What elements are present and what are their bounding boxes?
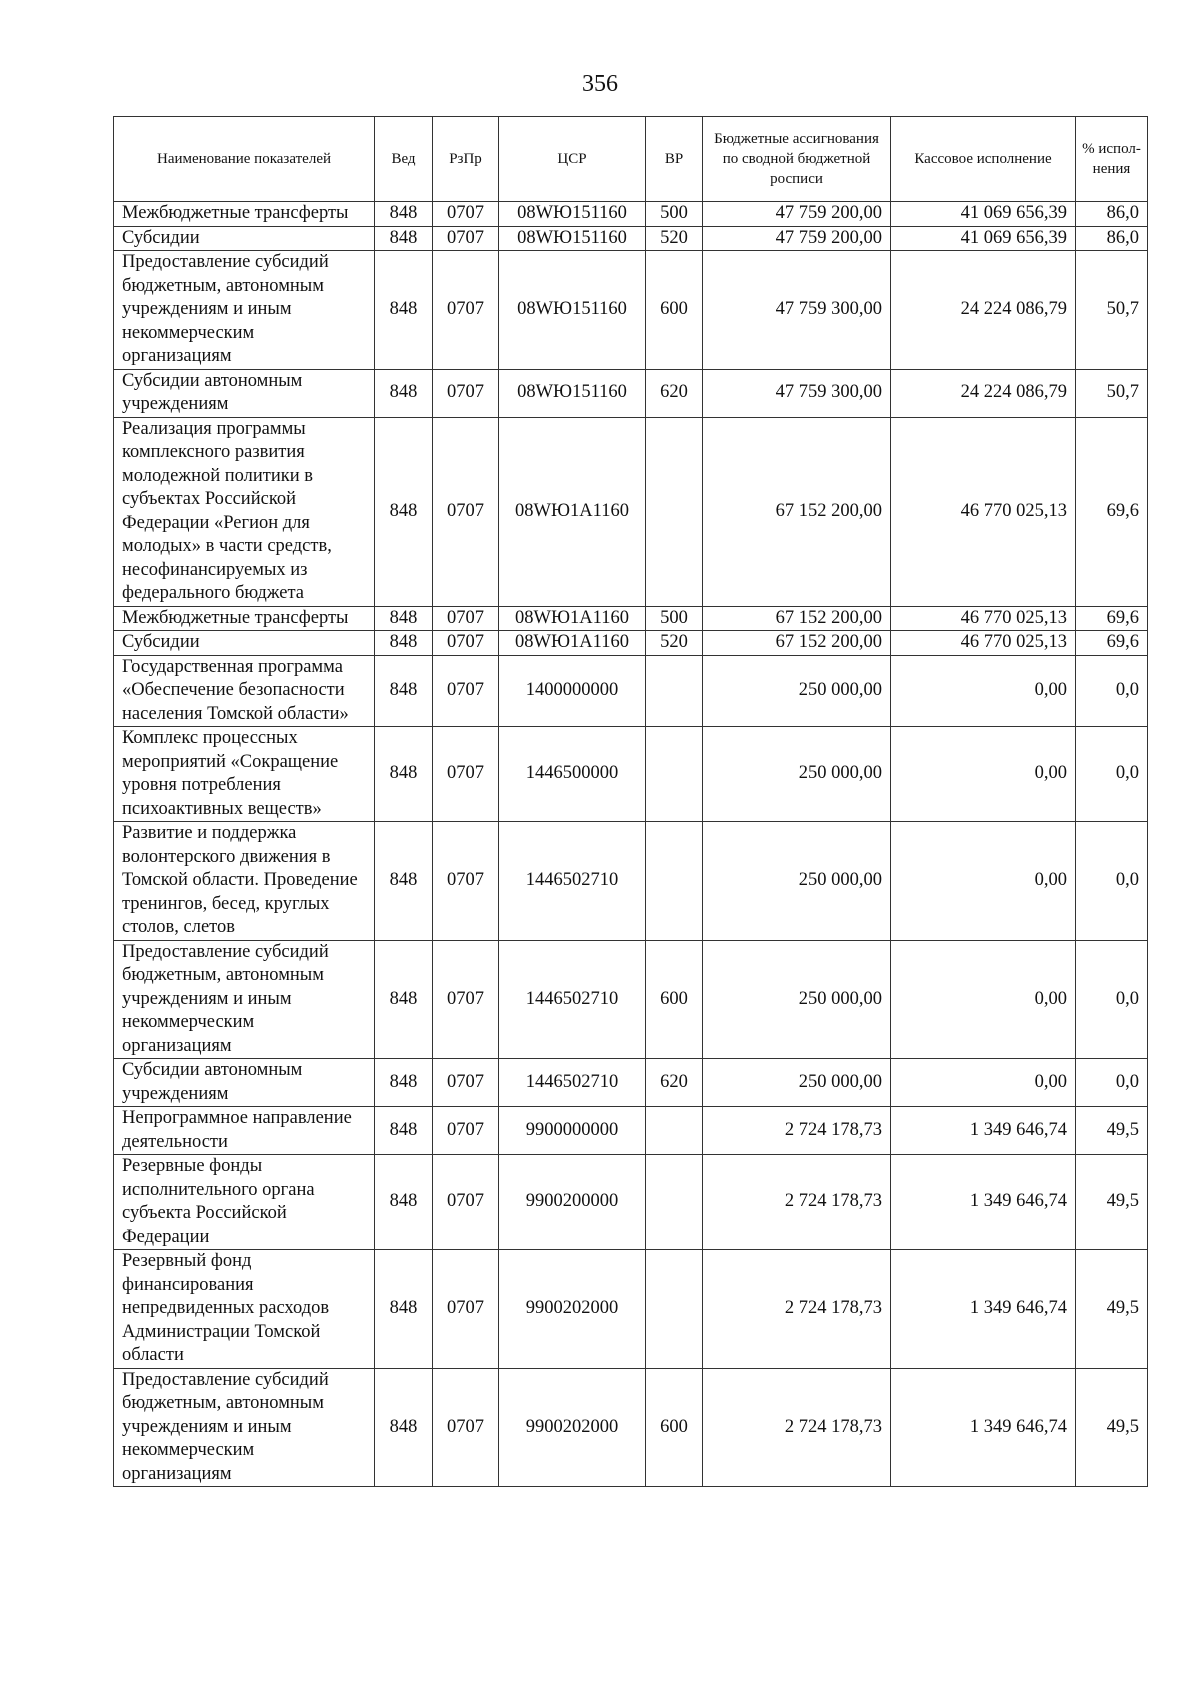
cell-execution-percent: 86,0 bbox=[1076, 202, 1148, 227]
table-row bbox=[114, 1155, 1148, 1250]
table-row bbox=[114, 940, 1148, 1059]
header-cash-execution: Кассовое исполнение bbox=[891, 117, 1076, 202]
cell-vr bbox=[646, 655, 703, 727]
header-assignments: Бюджетные ассигнования по сводной бюджетной росписи bbox=[703, 117, 891, 202]
cell-execution-percent: 0,0 bbox=[1076, 822, 1148, 941]
cell-execution-percent: 86,0 bbox=[1076, 226, 1148, 251]
cell-name: Непрограммное направление деятельности bbox=[114, 1107, 375, 1155]
budget-execution-table bbox=[113, 116, 1148, 1487]
cell-assignments: 47 759 200,00 bbox=[703, 226, 891, 251]
header-ved: Вед bbox=[375, 117, 433, 202]
cell-ved: 848 bbox=[375, 940, 433, 1059]
cell-name: Реализация программы комплексного развития молодежной политики в субъектах Российской Федерации «Регион для молодых» в части средств, несофинансируемых из федерального бюджета bbox=[114, 417, 375, 606]
cell-name: Субсидии bbox=[114, 226, 375, 251]
table-row bbox=[114, 369, 1148, 417]
cell-assignments: 67 152 200,00 bbox=[703, 631, 891, 656]
table-body bbox=[114, 202, 1148, 1487]
cell-vr: 500 bbox=[646, 606, 703, 631]
cell-vr bbox=[646, 1155, 703, 1250]
cell-vr: 520 bbox=[646, 226, 703, 251]
cell-rzpr: 0707 bbox=[433, 1155, 499, 1250]
cell-ved: 848 bbox=[375, 369, 433, 417]
cell-ved: 848 bbox=[375, 655, 433, 727]
cell-assignments: 2 724 178,73 bbox=[703, 1155, 891, 1250]
cell-vr: 520 bbox=[646, 631, 703, 656]
cell-vr bbox=[646, 822, 703, 941]
cell-assignments: 250 000,00 bbox=[703, 1059, 891, 1107]
cell-ved: 848 bbox=[375, 606, 433, 631]
cell-rzpr: 0707 bbox=[433, 251, 499, 370]
cell-execution-percent: 50,7 bbox=[1076, 251, 1148, 370]
table-header-row bbox=[114, 117, 1148, 202]
cell-rzpr: 0707 bbox=[433, 727, 499, 822]
cell-name: Межбюджетные трансферты bbox=[114, 606, 375, 631]
table-row bbox=[114, 655, 1148, 727]
cell-vr: 600 bbox=[646, 251, 703, 370]
table-row bbox=[114, 822, 1148, 941]
cell-cash-execution: 1 349 646,74 bbox=[891, 1368, 1076, 1487]
cell-ved: 848 bbox=[375, 822, 433, 941]
cell-cash-execution: 1 349 646,74 bbox=[891, 1250, 1076, 1369]
cell-csr: 1446502710 bbox=[499, 822, 646, 941]
cell-assignments: 250 000,00 bbox=[703, 822, 891, 941]
cell-csr: 08WЮ1А1160 bbox=[499, 606, 646, 631]
cell-csr: 08WЮ151160 bbox=[499, 226, 646, 251]
cell-ved: 848 bbox=[375, 251, 433, 370]
cell-ved: 848 bbox=[375, 1368, 433, 1487]
cell-rzpr: 0707 bbox=[433, 1107, 499, 1155]
cell-execution-percent: 50,7 bbox=[1076, 369, 1148, 417]
cell-name: Государственная программа «Обеспечение безопасности населения Томской области» bbox=[114, 655, 375, 727]
cell-vr: 600 bbox=[646, 940, 703, 1059]
cell-rzpr: 0707 bbox=[433, 822, 499, 941]
cell-name: Предоставление субсидий бюджетным, автономным учреждениям и иным некоммерческим организациям bbox=[114, 940, 375, 1059]
cell-assignments: 250 000,00 bbox=[703, 940, 891, 1059]
cell-name: Субсидии автономным учреждениям bbox=[114, 1059, 375, 1107]
cell-assignments: 2 724 178,73 bbox=[703, 1368, 891, 1487]
cell-execution-percent: 0,0 bbox=[1076, 940, 1148, 1059]
header-csr: ЦСР bbox=[499, 117, 646, 202]
cell-name: Предоставление субсидий бюджетным, автономным учреждениям и иным некоммерческим организациям bbox=[114, 1368, 375, 1487]
cell-execution-percent: 69,6 bbox=[1076, 631, 1148, 656]
cell-ved: 848 bbox=[375, 417, 433, 606]
cell-rzpr: 0707 bbox=[433, 631, 499, 656]
cell-ved: 848 bbox=[375, 1155, 433, 1250]
cell-csr: 1446502710 bbox=[499, 940, 646, 1059]
cell-assignments: 67 152 200,00 bbox=[703, 417, 891, 606]
table-row bbox=[114, 417, 1148, 606]
table-row bbox=[114, 1107, 1148, 1155]
header-rzpr: РзПр bbox=[433, 117, 499, 202]
cell-name: Комплекс процессных мероприятий «Сокращение уровня потребления психоактивных веществ» bbox=[114, 727, 375, 822]
cell-cash-execution: 24 224 086,79 bbox=[891, 369, 1076, 417]
cell-rzpr: 0707 bbox=[433, 655, 499, 727]
cell-rzpr: 0707 bbox=[433, 606, 499, 631]
cell-cash-execution: 0,00 bbox=[891, 1059, 1076, 1107]
cell-vr bbox=[646, 417, 703, 606]
header-execution-percent: % испол-нения bbox=[1076, 117, 1148, 202]
cell-name: Резервный фонд финансирования непредвиденных расходов Администрации Томской области bbox=[114, 1250, 375, 1369]
cell-csr: 08WЮ1А1160 bbox=[499, 631, 646, 656]
cell-csr: 08WЮ151160 bbox=[499, 202, 646, 227]
cell-cash-execution: 0,00 bbox=[891, 727, 1076, 822]
table-row bbox=[114, 1368, 1148, 1487]
cell-cash-execution: 46 770 025,13 bbox=[891, 606, 1076, 631]
cell-cash-execution: 46 770 025,13 bbox=[891, 417, 1076, 606]
header-vr: ВР bbox=[646, 117, 703, 202]
cell-csr: 08WЮ1А1160 bbox=[499, 417, 646, 606]
cell-name: Субсидии bbox=[114, 631, 375, 656]
cell-csr: 9900202000 bbox=[499, 1250, 646, 1369]
cell-csr: 1446500000 bbox=[499, 727, 646, 822]
cell-vr: 620 bbox=[646, 369, 703, 417]
cell-csr: 9900202000 bbox=[499, 1368, 646, 1487]
cell-rzpr: 0707 bbox=[433, 1059, 499, 1107]
cell-cash-execution: 0,00 bbox=[891, 655, 1076, 727]
cell-execution-percent: 49,5 bbox=[1076, 1250, 1148, 1369]
cell-execution-percent: 0,0 bbox=[1076, 727, 1148, 822]
cell-rzpr: 0707 bbox=[433, 1368, 499, 1487]
page-number: 356 bbox=[582, 71, 618, 97]
cell-rzpr: 0707 bbox=[433, 202, 499, 227]
cell-vr bbox=[646, 1250, 703, 1369]
table-row bbox=[114, 631, 1148, 656]
cell-vr bbox=[646, 727, 703, 822]
cell-assignments: 2 724 178,73 bbox=[703, 1250, 891, 1369]
cell-cash-execution: 46 770 025,13 bbox=[891, 631, 1076, 656]
cell-csr: 1400000000 bbox=[499, 655, 646, 727]
cell-rzpr: 0707 bbox=[433, 369, 499, 417]
cell-cash-execution: 41 069 656,39 bbox=[891, 226, 1076, 251]
table-row bbox=[114, 606, 1148, 631]
cell-assignments: 47 759 300,00 bbox=[703, 251, 891, 370]
cell-execution-percent: 49,5 bbox=[1076, 1155, 1148, 1250]
cell-assignments: 250 000,00 bbox=[703, 655, 891, 727]
cell-cash-execution: 41 069 656,39 bbox=[891, 202, 1076, 227]
cell-ved: 848 bbox=[375, 631, 433, 656]
cell-name: Межбюджетные трансферты bbox=[114, 202, 375, 227]
cell-assignments: 47 759 200,00 bbox=[703, 202, 891, 227]
cell-execution-percent: 49,5 bbox=[1076, 1368, 1148, 1487]
cell-ved: 848 bbox=[375, 727, 433, 822]
cell-execution-percent: 69,6 bbox=[1076, 606, 1148, 631]
cell-name: Субсидии автономным учреждениям bbox=[114, 369, 375, 417]
table-row bbox=[114, 226, 1148, 251]
cell-cash-execution: 1 349 646,74 bbox=[891, 1155, 1076, 1250]
cell-execution-percent: 69,6 bbox=[1076, 417, 1148, 606]
cell-cash-execution: 0,00 bbox=[891, 822, 1076, 941]
cell-assignments: 67 152 200,00 bbox=[703, 606, 891, 631]
cell-vr: 500 bbox=[646, 202, 703, 227]
cell-ved: 848 bbox=[375, 202, 433, 227]
cell-csr: 1446502710 bbox=[499, 1059, 646, 1107]
cell-name: Развитие и поддержка волонтерского движения в Томской области. Проведение тренингов, бесед, круглых столов, слетов bbox=[114, 822, 375, 941]
cell-rzpr: 0707 bbox=[433, 417, 499, 606]
cell-name: Предоставление субсидий бюджетным, автономным учреждениям и иным некоммерческим организациям bbox=[114, 251, 375, 370]
cell-assignments: 2 724 178,73 bbox=[703, 1107, 891, 1155]
cell-assignments: 47 759 300,00 bbox=[703, 369, 891, 417]
cell-ved: 848 bbox=[375, 1250, 433, 1369]
cell-execution-percent: 0,0 bbox=[1076, 1059, 1148, 1107]
cell-csr: 9900000000 bbox=[499, 1107, 646, 1155]
cell-ved: 848 bbox=[375, 226, 433, 251]
header-name: Наименование показателей bbox=[114, 117, 375, 202]
cell-rzpr: 0707 bbox=[433, 226, 499, 251]
cell-execution-percent: 0,0 bbox=[1076, 655, 1148, 727]
cell-ved: 848 bbox=[375, 1107, 433, 1155]
table-row bbox=[114, 1059, 1148, 1107]
table-row bbox=[114, 1250, 1148, 1369]
table-row bbox=[114, 202, 1148, 227]
cell-name: Резервные фонды исполнительного органа субъекта Российской Федерации bbox=[114, 1155, 375, 1250]
cell-rzpr: 0707 bbox=[433, 940, 499, 1059]
cell-csr: 9900200000 bbox=[499, 1155, 646, 1250]
cell-vr bbox=[646, 1107, 703, 1155]
cell-assignments: 250 000,00 bbox=[703, 727, 891, 822]
cell-ved: 848 bbox=[375, 1059, 433, 1107]
cell-cash-execution: 0,00 bbox=[891, 940, 1076, 1059]
cell-execution-percent: 49,5 bbox=[1076, 1107, 1148, 1155]
cell-vr: 600 bbox=[646, 1368, 703, 1487]
cell-csr: 08WЮ151160 bbox=[499, 369, 646, 417]
cell-vr: 620 bbox=[646, 1059, 703, 1107]
cell-cash-execution: 24 224 086,79 bbox=[891, 251, 1076, 370]
cell-cash-execution: 1 349 646,74 bbox=[891, 1107, 1076, 1155]
table-row bbox=[114, 251, 1148, 370]
cell-rzpr: 0707 bbox=[433, 1250, 499, 1369]
table-row bbox=[114, 727, 1148, 822]
cell-csr: 08WЮ151160 bbox=[499, 251, 646, 370]
